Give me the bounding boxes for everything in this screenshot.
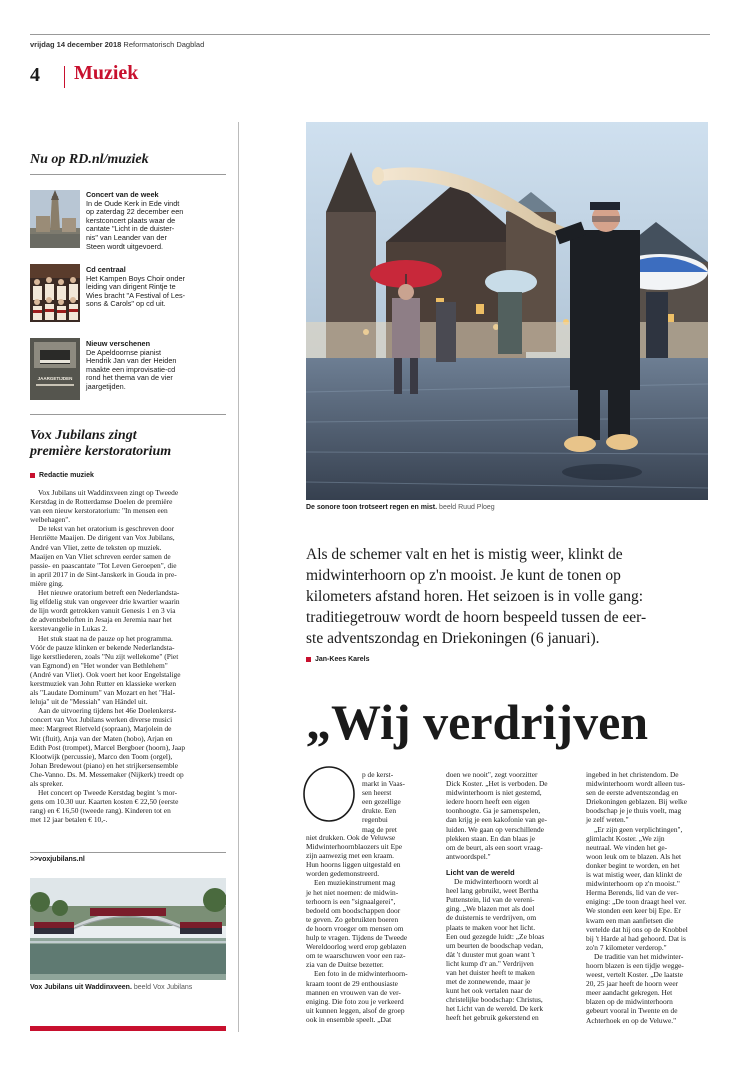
text-line: heeft het gebruik gekerstend en [446, 1013, 539, 1023]
text-line: Het stuk staat na de pauze op het programma. [38, 633, 173, 643]
section-divider [64, 66, 65, 88]
paragraph [30, 634, 236, 707]
text-line: luiden. We gaan op verschillende [446, 824, 544, 834]
intro-line: Als de schemer valt en het is mistig weer, klinkt de [306, 546, 623, 563]
nuop-item-text: op zaterdag 22 december een [86, 207, 184, 217]
nuop-item-text: rond het thema van de vier [86, 373, 173, 383]
text-line: welbehagen". [30, 515, 71, 525]
paragraph [586, 825, 710, 952]
text-line: boodschap je je thuis voelt, mag [586, 806, 682, 816]
text-line: mannen en vrouwen van de ver- [306, 987, 401, 997]
text-line: terhoorn is een "signaalgerei", [306, 896, 396, 906]
vox-body [30, 488, 236, 824]
text-line: licht kump d'r an." Verdrijven [446, 958, 534, 968]
text-line: eniging. Die foto zou je verkeerd [306, 996, 404, 1006]
text-line: kraam toont de 29 enthousiaste [306, 978, 398, 988]
text-line: heel lang gebruikt, weet Bertha [446, 886, 539, 896]
text-line: woon leuk om te blazen. Als het [586, 851, 682, 861]
nuop-item-cd[interactable] [86, 266, 232, 309]
nuop-item-text: Het Kampen Boys Choir onder [86, 273, 185, 283]
nuop-item-heading: Concert van de week [86, 190, 159, 199]
main-column-3 [586, 770, 710, 1025]
text-line: zijn aanwezig met een kraam. [306, 851, 395, 861]
text-line: plaats te maken voor het licht. [446, 922, 536, 932]
caption-text: De sonore toon trotseert regen en mist. [306, 504, 438, 511]
paragraph [586, 770, 710, 825]
nuop-item-heading: Nieuw verschenen [86, 339, 151, 348]
text-line: gebeurt vooral in Twente en de [586, 1006, 678, 1016]
text-line: niet drukken. Ook de Veluwse [306, 833, 396, 842]
caption-credit: beeld Vox Jubilans [133, 984, 193, 991]
text-line: We stonden een keer bij Epe. Er [586, 906, 681, 916]
paragraph [446, 877, 578, 1023]
text-line: André van Vliet, zette de teksten op muziek. [30, 542, 162, 552]
text-line: Edith Post (trompet), Marcel Bergboer (hoorn), Jaap [30, 742, 186, 752]
nuop-rule [30, 174, 226, 175]
text-line: Wit (fluit), Anja van der Maten (hobo), Arjan en [30, 733, 173, 743]
text-line: van een nieuw kerstoratorium: "In mensen een [30, 506, 168, 516]
text-line: eniging: „De toon draagt heel ver. [586, 897, 687, 907]
text-line: met 12 jaar betalen € 10,-. [30, 815, 108, 825]
nuop-item-text: kerstconcert plaats waar de [86, 215, 176, 225]
text-line: midwinterhoorn is niet gestemd, [446, 788, 542, 798]
vox-headline-line: première kerstoratorium [30, 444, 172, 459]
text-line: kerstevangelie in Lukas 2. [30, 624, 108, 634]
main-byline-text: Jan-Kees Karels [315, 656, 370, 663]
nuop-item-new[interactable] [86, 340, 232, 392]
paragraph [306, 878, 440, 969]
text-line: Hun hoorns liggen uitgestald en [306, 860, 401, 870]
text-line: glimlacht Koster. „We zijn [586, 833, 665, 843]
nuop-item-text: maakte een improvisatie-cd [86, 364, 176, 374]
text-line: te geven. Zo gebruikten boeren [306, 914, 399, 924]
paragraph [30, 524, 236, 588]
text-line: „Er zijn geen verplichtingen", [594, 824, 683, 834]
text-line: De midwinterhoorn wordt al [454, 877, 539, 887]
text-line: kwam een man aanfietsen die [586, 915, 674, 925]
text-line: blazen op de midwinterhoorn [586, 997, 673, 1007]
text-line: meer aandacht gekregen. Het [586, 988, 673, 998]
paragraph [306, 969, 440, 1024]
boys-choir-photo[interactable] [30, 264, 80, 322]
text-line: het Licht van de wereld. De kerk [446, 1004, 544, 1014]
main-column-1 [306, 833, 440, 1024]
text-line: Vóór de pauze klinken er bekende Nederlandsta- [30, 642, 175, 652]
text-line: mee: Margreet Rietveld (sopraan), Marjolein de [30, 724, 172, 734]
text-line: markt in Vaas- [362, 779, 405, 789]
text-line: dan krijg je een kakofonie van ge- [446, 815, 547, 825]
text-line: om te waarschuwen voor een raz- [306, 951, 406, 961]
text-line: regenbui [362, 815, 388, 825]
text-line: mag de pret [362, 824, 397, 834]
text-line: antwoordspel." [446, 851, 491, 861]
text-line: ingebed in het christendom. De [586, 770, 679, 779]
text-line: Maaijen en Van Vliet schreven eerder samen de [30, 551, 171, 561]
drop-cap [300, 764, 358, 824]
text-line: Puttenstein, lid van de vereni- [446, 895, 535, 905]
vox-link[interactable]: >>voxjubilans.nl [30, 856, 85, 863]
text-line: Aan de uitvoering tijdens het 46e Doelenkerst- [38, 706, 177, 716]
dateline [30, 40, 204, 49]
text-line: um beurten de boodschap vedan, [446, 940, 544, 950]
text-line: uit kunnen leggen, alsof de groep [306, 1005, 405, 1015]
text-line: midwinterhoorn op z'n mooist." [586, 879, 680, 889]
text-line: mière ging. [30, 578, 64, 588]
nuop-item-text: jaargetijden. [86, 381, 126, 391]
main-byline [306, 656, 369, 663]
text-line: ook in ensemble speelt. „Dat [306, 1014, 392, 1024]
nuop-item-text: leiding van dirigent Rintje te [86, 282, 176, 292]
intro-paragraph [306, 544, 708, 649]
column-rule [238, 122, 239, 1032]
caption-credit: beeld Ruud Ploeg [439, 504, 495, 511]
album-title: JAARGETIJDEN [37, 376, 73, 381]
text-line: drukte. Een [362, 806, 397, 816]
text-line: sen de eerste adventszondag en [586, 788, 679, 798]
text-line: christelijke boodschap: Christus, [446, 995, 543, 1005]
text-line: rang) en € 16,50 (tweede rang). Kinderen tot en [30, 806, 171, 816]
text-line: van het duister heeft te maken [446, 967, 535, 977]
text-line: als "Laudate Dominum" van Mozart en het "Hal- [30, 688, 176, 698]
text-line: Johan Bredewout (piano) en het strijkersensemble [30, 760, 178, 770]
text-line: leluja" uit de "Messiah" van Händel uit. [30, 697, 148, 707]
accent-bar [30, 1026, 226, 1031]
vox-headline [30, 428, 230, 460]
vox-byline [30, 472, 94, 479]
text-line: in april 2017 in de Sint-Janskerk in Gouda in pre- [30, 569, 177, 579]
text-line: zia van de Duitse bezetter. [306, 960, 384, 970]
subheading: Licht van de wereld [446, 867, 515, 877]
text-line: Het concert op Tweede Kerstdag begint 's mor- [38, 788, 178, 798]
nuop-item-text: Steen wordt uitgevoerd. [86, 241, 164, 251]
text-line: een gezellige [362, 797, 401, 807]
text-line: neutraal. We vinden het ge- [586, 842, 668, 852]
text-line: Vox Jubilans uit Waddinxveen zingt op Tweede [38, 488, 179, 497]
text-line: Achterhoek en op de Veluwe." [586, 1015, 677, 1025]
text-line: de adventsbeloften in Jesaja en Jeremia naar het [30, 615, 172, 625]
text-line: Een oud gezegde luidt: „Ze bloas [446, 931, 545, 941]
paragraph [586, 952, 710, 1025]
text-line: Dick Koster. „Het is verboden. De [446, 779, 548, 789]
caption-text: Vox Jubilans uit Waddinxveen. [30, 984, 132, 991]
intro-line: midwinterhoorn op z'n mooist. Je kunt de tonen op [306, 567, 621, 584]
text-line: bedoeld om boodschappen door [306, 905, 401, 915]
page-number: 4 [30, 64, 40, 86]
nuop-title[interactable]: Nu op RD.nl/muziek [30, 152, 149, 167]
text-line: 20, 25 jaar heeft de hoorn weer [586, 979, 679, 989]
text-line: hulp te vragen. Tijdens de Tweede [306, 933, 408, 943]
text-line: weest, vertelt Koster. „De laatste [586, 970, 683, 980]
text-line: je het niet noemen: de midwin- [306, 887, 399, 897]
paragraph [30, 588, 236, 633]
text-line: donker begint te worden, en het [586, 860, 680, 870]
paragraph [306, 833, 440, 878]
intro-line: traditiegetrouw wordt de hoorn bespeeld tussen de eer- [306, 609, 647, 626]
text-line: Che-Vanno. Ds. M. Messemaker (Nijkerk) treedt op [30, 769, 184, 779]
church-photo[interactable] [30, 190, 80, 248]
text-line: p de kerst- [362, 770, 394, 779]
paragraph [362, 770, 438, 834]
text-line: kerstmuziek van John Rutter en klassieke werken [30, 678, 177, 688]
album-cover[interactable] [30, 338, 80, 400]
nuop-item-text: sons & Carols" op cd uit. [86, 299, 166, 309]
text-line: De tekst van het oratorium is geschreven door [38, 524, 175, 534]
text-line: lige kerstliederen, zoals "Nu zijt wellekome" (Piet [30, 651, 179, 661]
text-line: Het nieuwe oratorium betreft een Nederlandsta- [38, 588, 180, 598]
text-line: hoorn blazen is een tijdje wegge- [586, 960, 684, 970]
nuop-item-text: De Apeldoornse pianist [86, 347, 162, 357]
text-line: toonhoogte. Ga je samenspelen, [446, 806, 541, 816]
text-line: de duisternis te verdrijven, om [446, 913, 537, 923]
text-line: met de zonnewende, maar je [446, 977, 531, 987]
paragraph [30, 706, 236, 788]
text-line: Henriëtte Maaijen. De dirigent van Vox Jubilans, [30, 533, 175, 543]
text-line: worden gedemonstreerd. [306, 869, 380, 879]
text-line: is wat mistig weer, dan klinkt de [586, 870, 682, 880]
main-dropcap-lines [362, 770, 438, 834]
text-line: om de beurt, als een soort vraag- [446, 842, 543, 852]
intro-line: kilometers afstand horen. Het seizoen is in volle gang: [306, 588, 644, 605]
text-line: als spreker. [30, 779, 64, 788]
vox-headline-line: Vox Jubilans zingt [30, 428, 137, 443]
paragraph [446, 770, 578, 861]
text-line: doen we nooit", zegt voorzitter [446, 770, 538, 779]
nuop-item-text: In de Oude Kerk in Ede vindt [86, 198, 180, 208]
text-line: Midwinterhoornblaozers uit Epe [306, 842, 403, 852]
text-line: kunt het ook vertalen naar de [446, 986, 532, 996]
text-line: vertelde dat hij ons op de Knobbel [586, 924, 688, 934]
nuop-item-text: cantate "Licht in de duister- [86, 224, 175, 234]
main-photo[interactable] [306, 122, 708, 500]
newspaper-name: Reformatorisch Dagblad [123, 40, 205, 49]
issue-date: vrijdag 14 december 2018 [30, 40, 122, 49]
nuop-item-concert[interactable] [86, 191, 232, 251]
text-line: dàt 't duuster mut goan want 't [446, 949, 535, 959]
text-line: gens om 10.30 uur. Kaarten kosten € 22,50 (eerste [30, 797, 179, 807]
text-line: de hoorn vroeger om mensen om [306, 923, 404, 933]
text-line: Driekoningen geblazen. Bij welke [586, 797, 687, 807]
nuop-item-heading: Cd centraal [86, 265, 126, 274]
text-line: de lijn wordt getrokken vanuit Genesis 1 en 3 via [30, 606, 176, 616]
text-line: Herma Berends, lid van de ver- [586, 888, 679, 898]
text-line: Een foto in de midwinterhoorn- [314, 969, 408, 979]
main-column-2 [446, 770, 578, 1023]
vox-byline-text: Redactie muziek [39, 472, 94, 479]
vox-caption [30, 984, 192, 991]
main-headline: „Wij verdrijven [306, 694, 649, 750]
text-line: plekken staan. En dan blaas je [446, 833, 536, 843]
text-line: (André van Vliet). Ook voert het koor Engelstalige [30, 669, 181, 679]
text-line: zo'n 7 kilometer verderop." [586, 942, 667, 952]
section-title: Muziek [74, 62, 139, 84]
intro-line: ste adventszondag en Driekoningen (6 januari). [306, 630, 600, 647]
text-line: Wereldoorlog werd erop geblazen [306, 942, 407, 952]
text-line: lig elfdelig stuk van ongeveer drie kwartier waarin [30, 597, 180, 607]
nuop-item-text: Hendrik Jan van der Heiden [86, 356, 177, 366]
text-line: Klootwijk (percussie), Marco den Toom (orgel), [30, 751, 173, 761]
nuop-item-text: Wies bracht "A Festival of Les- [86, 290, 186, 300]
nuop-item-text: nis" van Leander van der [86, 232, 167, 242]
text-line: iedere hoorn heeft een eigen [446, 797, 530, 807]
link-rule [30, 852, 226, 853]
main-caption [306, 504, 495, 511]
text-line: sen heerst [362, 788, 392, 798]
text-line: je zelf weten." [586, 815, 629, 825]
paragraph [30, 488, 236, 524]
paragraph [30, 788, 236, 824]
text-line: concert van Vox Jubilans werken diverse musici [30, 715, 173, 725]
text-line: passie- en paascantate "Tot Leven Geroepen", die [30, 560, 177, 570]
text-line: ging. „We blazen met als doel [446, 904, 535, 914]
text-line: midwinterhoorn wordt alleen tus- [586, 779, 686, 789]
choir-photo[interactable] [30, 878, 226, 980]
text-line: Een muziekinstrument mag [314, 878, 396, 888]
text-line: bij 't Harde al had gehoord. Dat is [586, 933, 686, 943]
top-rule [30, 34, 710, 35]
sidebar-rule [30, 414, 226, 415]
text-line: Kerstdag in de Rotterdamse Doelen de première [30, 497, 173, 507]
text-line: De traditie van het midwinter- [594, 951, 684, 961]
text-line: van Egmond) en "Het wonder van Bethlehem" [30, 660, 168, 670]
